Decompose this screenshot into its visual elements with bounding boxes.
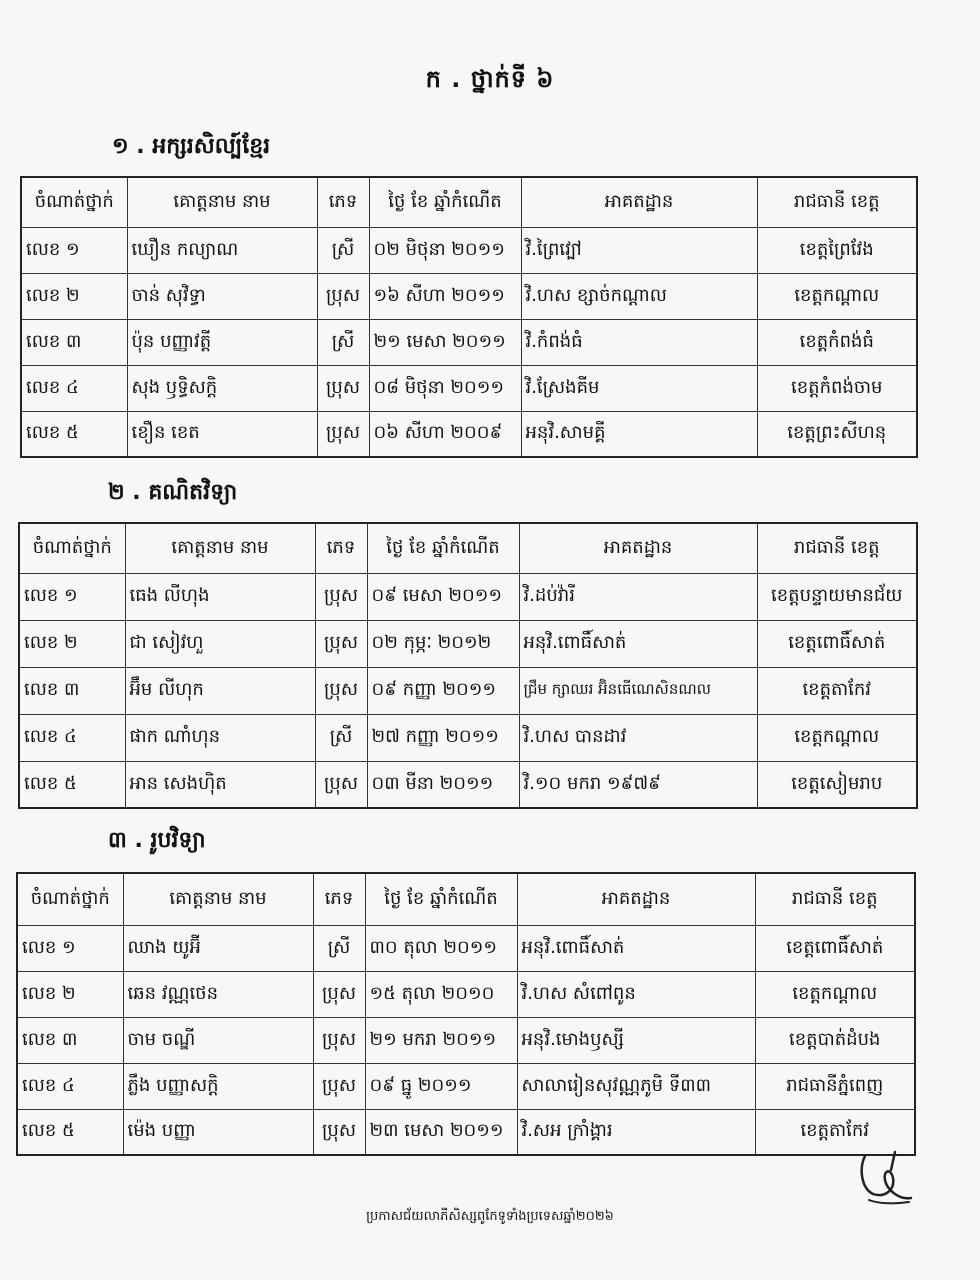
- cell-school: វិ.ហស សំពៅពូន: [517, 971, 755, 1017]
- cell-dob: ២១ មករា ២០១១: [365, 1017, 517, 1063]
- cell-sex: ស្រី: [317, 227, 369, 273]
- cell-sex: ប្រុស: [315, 667, 367, 714]
- cell-name: ភ្លឹង បញ្ញាសក្តិ: [123, 1063, 313, 1109]
- table-row: [19, 761, 917, 808]
- table-row: [19, 714, 917, 761]
- header-sex: ភេទ: [313, 873, 365, 925]
- cell-dob: ២៣ មេសា ២០១១: [365, 1109, 517, 1155]
- footer-caption: ប្រកាសជ័យលាភីសិស្សពូកែទូទាំងប្រទេសឆ្នាំ២០២៦: [366, 1209, 614, 1224]
- cell-school: វិ.ស្រែងគីម: [521, 365, 757, 411]
- cell-school: វិ.ហស ខ្សាច់កណ្តាល: [521, 273, 757, 319]
- cell-name: ឈាង យូអ៊ី: [123, 925, 313, 971]
- cell-sex: ប្រុស: [317, 411, 369, 457]
- cell-province: រាជធានីភ្នំពេញ: [755, 1063, 915, 1109]
- header-name: គោត្តនាម នាម: [127, 177, 317, 227]
- cell-rank: លេខ ១: [21, 227, 127, 273]
- cell-name: ឃឿន កល្យាណ: [127, 227, 317, 273]
- cell-province: ខេត្តកណ្តាល: [757, 714, 917, 761]
- cell-dob: ០២ មិថុនា ២០១១: [369, 227, 521, 273]
- cell-province: ខេត្តកំពង់ចាម: [757, 365, 917, 411]
- header-school: អាគតដ្ឋាន: [517, 873, 755, 925]
- table-row: [21, 227, 917, 273]
- table-header-row: [21, 177, 917, 227]
- cell-sex: ប្រុស: [317, 273, 369, 319]
- header-province: រាជធានី ខេត្ត: [757, 523, 917, 573]
- section-heading-mathematics: ២ . គណិតវិទ្យា: [108, 480, 238, 505]
- table-row: [19, 620, 917, 667]
- table-row: [17, 1063, 915, 1109]
- cell-dob: ២១ មេសា ២០១១: [369, 319, 521, 365]
- cell-dob: ៣០ តុលា ២០១១: [365, 925, 517, 971]
- results-table-physics: [16, 872, 916, 1156]
- cell-dob: ០៦ សីហា ២០០៩: [369, 411, 521, 457]
- cell-school: អនុវិ.សាមគ្គី: [521, 411, 757, 457]
- cell-rank: លេខ ២: [17, 971, 123, 1017]
- cell-rank: លេខ ៤: [21, 365, 127, 411]
- cell-name: ចាម ចណ្ឌី: [123, 1017, 313, 1063]
- table-row: [17, 1109, 915, 1155]
- cell-school: វិ.សអ ក្រាំង្គារ: [517, 1109, 755, 1155]
- table-row: [17, 925, 915, 971]
- cell-name: ខឿន ខេត: [127, 411, 317, 457]
- header-dob: ថ្ងៃ ខែ ឆ្នាំកំណើត: [365, 873, 517, 925]
- table-row: [21, 273, 917, 319]
- cell-province: ខេត្តតាកែវ: [757, 667, 917, 714]
- results-table-khmer-literature: [20, 176, 918, 458]
- cell-dob: ០៨ មិថុនា ២០១១: [369, 365, 521, 411]
- cell-sex: ប្រុស: [313, 1017, 365, 1063]
- cell-rank: លេខ ២: [21, 273, 127, 319]
- cell-name: អ៊ឹម លីហុក: [125, 667, 315, 714]
- cell-school: អនុវិ.ពោធិ៍សាត់: [519, 620, 757, 667]
- cell-name: ម៉េង បញ្ញា: [123, 1109, 313, 1155]
- cell-province: ខេត្តសៀមរាប: [757, 761, 917, 808]
- cell-province: ខេត្តព្រះសីហនុ: [757, 411, 917, 457]
- cell-name: អាន សេងហ៊ិត: [125, 761, 315, 808]
- cell-dob: ១៥ តុលា ២០១០: [365, 971, 517, 1017]
- table-header-row: [17, 873, 915, 925]
- cell-sex: ប្រុស: [313, 971, 365, 1017]
- cell-sex: ស្រី: [313, 925, 365, 971]
- results-table-mathematics: [18, 522, 918, 809]
- cell-sex: ប្រុស: [315, 620, 367, 667]
- cell-dob: ០២ កុម្ភៈ ២០១២: [367, 620, 519, 667]
- cell-name: សុង ឫទ្ធិសក្តិ: [127, 365, 317, 411]
- cell-name: ជា សៀវហួ: [125, 620, 315, 667]
- cell-dob: ១៦ សីហា ២០១១: [369, 273, 521, 319]
- cell-school: វិ.១០ មករា ១៩៧៩: [519, 761, 757, 808]
- header-rank: ចំណាត់ថ្នាក់: [21, 177, 127, 227]
- header-province: រាជធានី ខេត្ត: [757, 177, 917, 227]
- cell-school: ជ្រឹម ក្សាឈរ អ៊ិនធើណេសិនណល: [519, 667, 757, 714]
- cell-school: វិ.ហស បានដាវ: [519, 714, 757, 761]
- cell-province: ខេត្តបន្ទាយមានជ័យ: [757, 573, 917, 620]
- cell-rank: លេខ ៥: [17, 1109, 123, 1155]
- table-row: [21, 365, 917, 411]
- cell-province: ខេត្តកណ្តាល: [757, 273, 917, 319]
- header-school: អាគតដ្ឋាន: [521, 177, 757, 227]
- cell-name: ឆេន វណ្ណថេន: [123, 971, 313, 1017]
- cell-sex: ប្រុស: [315, 573, 367, 620]
- page-title: ក . ថ្នាក់ទី ៦: [425, 65, 555, 93]
- cell-name: ធេង លីហុង: [125, 573, 315, 620]
- cell-dob: ២៧ កញ្ញា ២០១១: [367, 714, 519, 761]
- signature: [855, 1148, 915, 1208]
- table-row: [21, 411, 917, 457]
- cell-dob: ០៩ កញ្ញា ២០១១: [367, 667, 519, 714]
- cell-rank: លេខ ១: [19, 573, 125, 620]
- cell-dob: ០៩ ធ្នូ ២០១១: [365, 1063, 517, 1109]
- cell-province: ខេត្តកំពង់ធំ: [757, 319, 917, 365]
- cell-province: ខេត្តពោធិ៍សាត់: [757, 620, 917, 667]
- header-sex: ភេទ: [315, 523, 367, 573]
- cell-sex: ស្រី: [315, 714, 367, 761]
- table-header-row: [19, 523, 917, 573]
- cell-rank: លេខ ១: [17, 925, 123, 971]
- header-province: រាជធានី ខេត្ត: [755, 873, 915, 925]
- cell-province: ខេត្តបាត់ដំបង: [755, 1017, 915, 1063]
- cell-rank: លេខ ៣: [17, 1017, 123, 1063]
- header-rank: ចំណាត់ថ្នាក់: [19, 523, 125, 573]
- cell-school: អនុវិ.ពោធិ៍សាត់: [517, 925, 755, 971]
- cell-province: ខេត្តកណ្តាល: [755, 971, 915, 1017]
- cell-sex: ស្រី: [317, 319, 369, 365]
- header-name: គោត្តនាម នាម: [123, 873, 313, 925]
- cell-sex: ប្រុស: [315, 761, 367, 808]
- cell-sex: ប្រុស: [313, 1063, 365, 1109]
- table-row: [17, 1017, 915, 1063]
- header-dob: ថ្ងៃ ខែ ឆ្នាំកំណើត: [367, 523, 519, 573]
- cell-rank: លេខ ៥: [19, 761, 125, 808]
- cell-sex: ប្រុស: [317, 365, 369, 411]
- cell-province: ខេត្តពោធិ៍សាត់: [755, 925, 915, 971]
- cell-rank: លេខ ៣: [21, 319, 127, 365]
- cell-school: វិ.ព្រៃវ្បៅ: [521, 227, 757, 273]
- cell-name: ផាក ណាំហុន: [125, 714, 315, 761]
- cell-name: ចាន់ សុវិទ្ធា: [127, 273, 317, 319]
- cell-school: សាលារៀនសុវណ្ណភូមិ ទី៣៣: [517, 1063, 755, 1109]
- table-row: [19, 573, 917, 620]
- section-heading-khmer-literature: ១ . អក្សរសិល្ប៍ខ្មែរ: [112, 134, 271, 159]
- cell-rank: លេខ ៤: [19, 714, 125, 761]
- cell-rank: លេខ ៤: [17, 1063, 123, 1109]
- table-row: [21, 319, 917, 365]
- cell-rank: លេខ ៣: [19, 667, 125, 714]
- header-rank: ចំណាត់ថ្នាក់: [17, 873, 123, 925]
- cell-province: ខេត្តតាកែវ: [755, 1109, 915, 1155]
- cell-name: ប៉ុន បញ្ញាវត្តី: [127, 319, 317, 365]
- table-row: [17, 971, 915, 1017]
- header-dob: ថ្ងៃ ខែ ឆ្នាំកំណើត: [369, 177, 521, 227]
- cell-province: ខេត្តព្រៃវែង: [757, 227, 917, 273]
- header-sex: ភេទ: [317, 177, 369, 227]
- cell-sex: ប្រុស: [313, 1109, 365, 1155]
- cell-school: វិ.កំពង់ធំ: [521, 319, 757, 365]
- cell-rank: លេខ ៥: [21, 411, 127, 457]
- cell-rank: លេខ ២: [19, 620, 125, 667]
- cell-dob: ០៣ មីនា ២០១១: [367, 761, 519, 808]
- header-name: គោត្តនាម នាម: [125, 523, 315, 573]
- cell-school: អនុវិ.មោងឫស្សី: [517, 1017, 755, 1063]
- table-row: [19, 667, 917, 714]
- section-heading-physics: ៣ . រូបវិទ្យា: [108, 828, 206, 853]
- cell-dob: ០៩ មេសា ២០១១: [367, 573, 519, 620]
- cell-school: វិ.ដប់វ៉ារី: [519, 573, 757, 620]
- header-school: អាគតដ្ឋាន: [519, 523, 757, 573]
